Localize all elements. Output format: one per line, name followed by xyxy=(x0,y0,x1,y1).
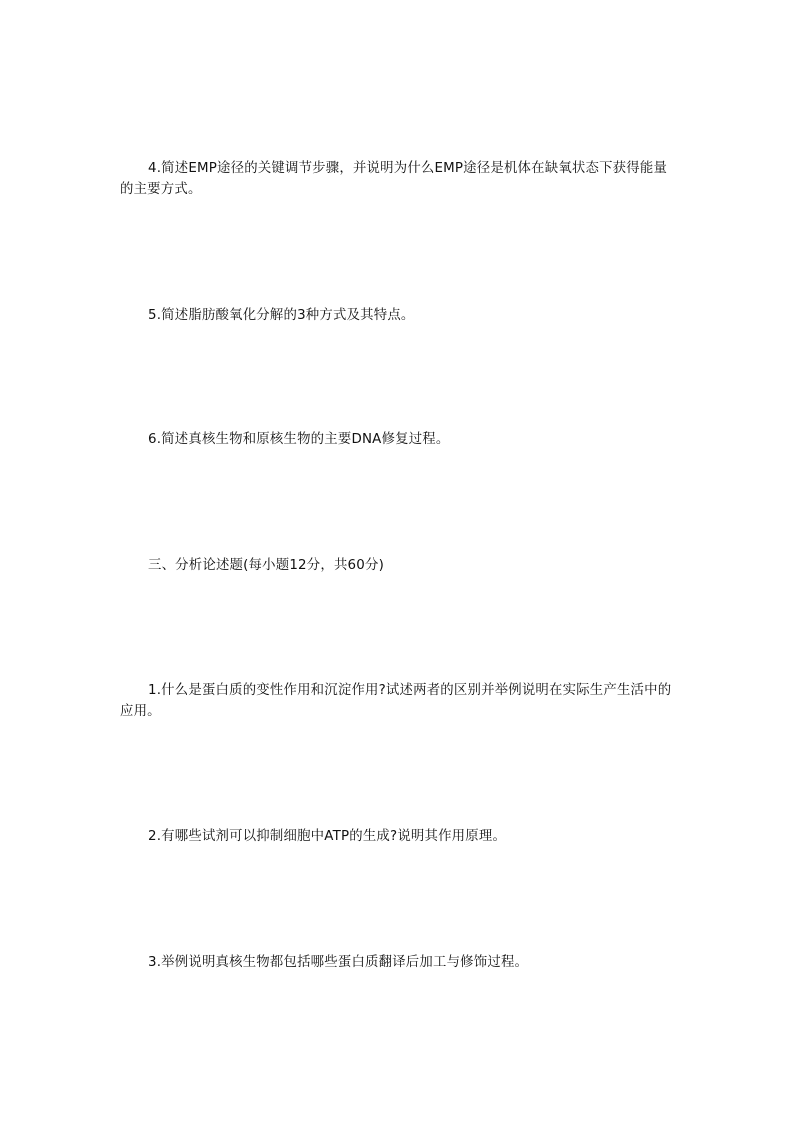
question-4: 4.简述EMP途径的关键调节步骤，并说明为什么EMP途径是机体在缺氧状态下获得能量的主要方式。 xyxy=(120,161,668,197)
question-6: 6.简述真核生物和原核生物的主要DNA修复过程。 xyxy=(148,432,450,447)
section-heading: 三、分析论述题(每小题12分，共60分) xyxy=(148,558,384,573)
analysis-question-2: 2.有哪些试剂可以抑制细胞中ATP的生成?说明其作用原理。 xyxy=(148,829,507,844)
question-5: 5.简述脂肪酸氧化分解的3种方式及其特点。 xyxy=(148,308,415,323)
analysis-question-3: 3.举例说明真核生物都包括哪些蛋白质翻译后加工与修饰过程。 xyxy=(148,955,529,970)
analysis-question-1: 1.什么是蛋白质的变性作用和沉淀作用?试述两者的区别并举例说明在实际生产生活中的应用。 xyxy=(120,683,672,719)
